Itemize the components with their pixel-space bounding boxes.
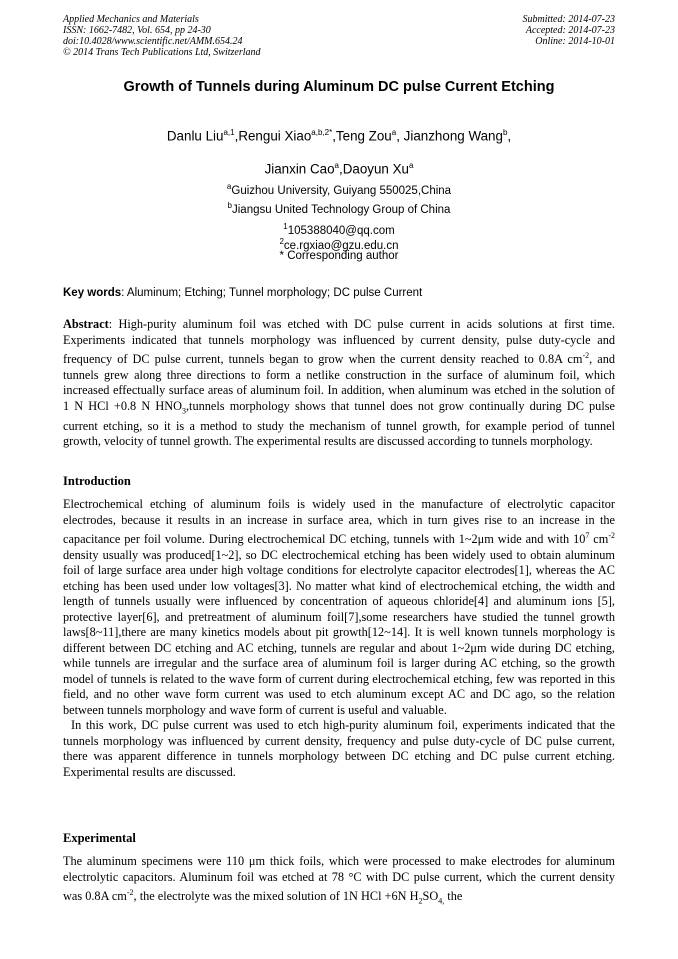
paragraph-sup: -2: [608, 531, 615, 540]
submitted-date: Submitted: 2014-07-23: [522, 14, 615, 25]
section-heading-introduction: Introduction: [63, 474, 131, 488]
corresponding-author-note: * Corresponding author: [279, 250, 399, 262]
abstract-text: , and tunnels grew along three directions to form a netlike construction in the surface of aluminum foil, which increased effectually surface areas of aluminum foil. In addition, when aluminum was etched in the solution of 1 N HCl +0.8 N HNO: [63, 352, 616, 413]
affiliation-text: Guizhou University, Guiyang 550025,China: [231, 184, 452, 197]
affiliation-sup: b: [227, 201, 232, 210]
author-name: Daoyun Xu: [342, 161, 409, 177]
author-name: Jianzhong Wang: [403, 128, 503, 144]
abstract-text: ,tunnels morphology shows that tunnel does not grow continually during DC pulse current etching, so it is a method to study the mechanism of tunnel growth, for example period of tunnel growth, velocity of tunnel growth. The experimental results are discussed according to tunnels morphology.: [63, 398, 615, 449]
paragraph-text: density usually was produced[1~2], so DC electrochemical etching has been widely used to obtain aluminum foil of large surface area under high voltage conditions for electrolyte capacitor electrodes[1], whereas the AC etching has been used under low voltages[3]. No matter what kind of electrochemical etching, the width and length of tunnels usually were influenced by concentration of aqueous chloride[4] and aluminum ions [5], protective layer[6], and pretreatment of aluminum foil[7],some researchers have studied the tunnel growth laws[8~11],there are many kinetics models about pit growth[12~14]. It is well known tunnels morphology is different between DC etching and AC etching, tunnels are regular and about 1~2μm wide during DC etching, while tunnels are irregular and the surface area of aluminum foil is larger during AC etching, so the growth model of tunnels is related to the wave form of current during electrochemical etching, few was reported in this field, and no other wave form current was used to etch aluminum except AC and DC ago, so the relation between tunnels morphology and wave form of current is useful and valuable.: [63, 547, 615, 717]
affiliation: [0, 180, 678, 198]
issn-line: ISSN: 1662-7482, Vol. 654, pp 24-30: [63, 25, 211, 36]
paragraph-text: SO: [422, 889, 439, 904]
abstract-sub: 3: [181, 406, 186, 416]
experimental-body: [63, 854, 615, 909]
abstract-label: Abstract: [63, 317, 109, 331]
affiliation-text: Jiangsu United Technology Group of China: [232, 203, 451, 216]
affiliation: [0, 199, 678, 217]
paragraph-sup: -2: [126, 888, 134, 897]
author-list: Danlu Liu$^{a,1}$,Rengui Xiao$^{a,b,2*}$,Teng Zou$^a$, Jianzhong Wang$^b$, Jianxin Cao$^a$,Daoyun Xu$^a$: [166, 128, 512, 177]
paragraph-sub: 2: [418, 896, 423, 906]
abstract: [63, 317, 615, 450]
author-name: Jianxin Cao: [264, 161, 335, 177]
paragraph-text: , the electrolyte was the mixed solution of 1N HCl +6N H: [133, 889, 419, 904]
email-sup: 1: [283, 222, 288, 231]
email-link[interactable]: 105388040@qq.com: [287, 224, 395, 237]
paragraph: In this work, DC pulse current was used to etch high-purity aluminum foil, experiments indicated that the tunnels morphology was influenced by current density, frequency and pulse duty-cycle of DC pulse current, there was apparent difference in tunnels morphology between DC etching and DC pulse current etching. Experimental results are discussed.: [63, 718, 615, 779]
author-sup: a,1: [223, 128, 235, 137]
abstract-sup: -2: [582, 351, 590, 360]
keywords-text: : Aluminum; Etching; Tunnel morphology; DC pulse Current: [121, 287, 423, 299]
header-left: [63, 14, 261, 58]
author-sup: a: [334, 161, 339, 171]
author-sup: a: [408, 161, 414, 171]
paragraph-text: Electrochemical etching of aluminum foils is widely used in the manufacture of electrolytic capacitor electrodes, because it results in an increase in surface area, which in turn gives rise to an increase in the capacitance per foil volume. During electrochemical DC etching, tunnels with 1~2μm wide and with 10: [63, 497, 615, 547]
section-heading-experimental: Experimental: [63, 831, 136, 845]
author-sup: b: [502, 128, 508, 137]
author-sup: a,b,2*: [311, 128, 333, 137]
author-name: Teng Zou: [335, 128, 392, 144]
paragraph-sub: 4,: [438, 896, 445, 906]
paragraph-text: cm: [589, 532, 609, 547]
paragraph-text: The aluminum specimens were 110 μm thick foils, which were processed to make electrodes for aluminum electrolytic capacitors. Aluminum foil was etched at 78 °C with DC pulse current, which the current density was 0.8A cm: [63, 854, 615, 904]
email-sup: 2: [279, 237, 284, 246]
journal-name: Applied Mechanics and Materials: [63, 14, 199, 25]
keywords: [63, 287, 615, 299]
paper-title: Growth of Tunnels during Aluminum DC pulse Current Etching: [123, 79, 555, 95]
introduction-body: [63, 497, 615, 780]
paragraph: [63, 497, 615, 718]
paragraph-sup: 7: [585, 531, 590, 540]
online-date: Online: 2014-10-01: [535, 36, 615, 47]
abstract-text: : High-purity aluminum foil was etched with DC pulse current in acids solutions at first time. Experiments indicated that tunnels morphology was influenced by current density, pulse duty-cycle and frequency of DC pulse current, tunnels began to grow when the current density reached to 0.8A cm: [63, 317, 615, 367]
author-name: Rengui Xiao: [238, 128, 312, 144]
doi-line: doi:10.4028/www.scientific.net/AMM.654.24: [63, 36, 243, 47]
keywords-label: Key words: [63, 287, 122, 299]
author-name: Danlu Liu: [166, 128, 224, 144]
author-sup: a: [391, 128, 397, 137]
affiliation-sup: a: [226, 182, 232, 191]
accepted-date: Accepted: 2014-07-23: [525, 25, 615, 36]
header-right: [523, 14, 616, 47]
paragraph-text: the: [444, 889, 463, 904]
email-link[interactable]: ce.rgxiao@gzu.edu.cn: [283, 239, 399, 252]
copyright-line: © 2014 Trans Tech Publications Ltd, Switzerland: [63, 47, 261, 58]
